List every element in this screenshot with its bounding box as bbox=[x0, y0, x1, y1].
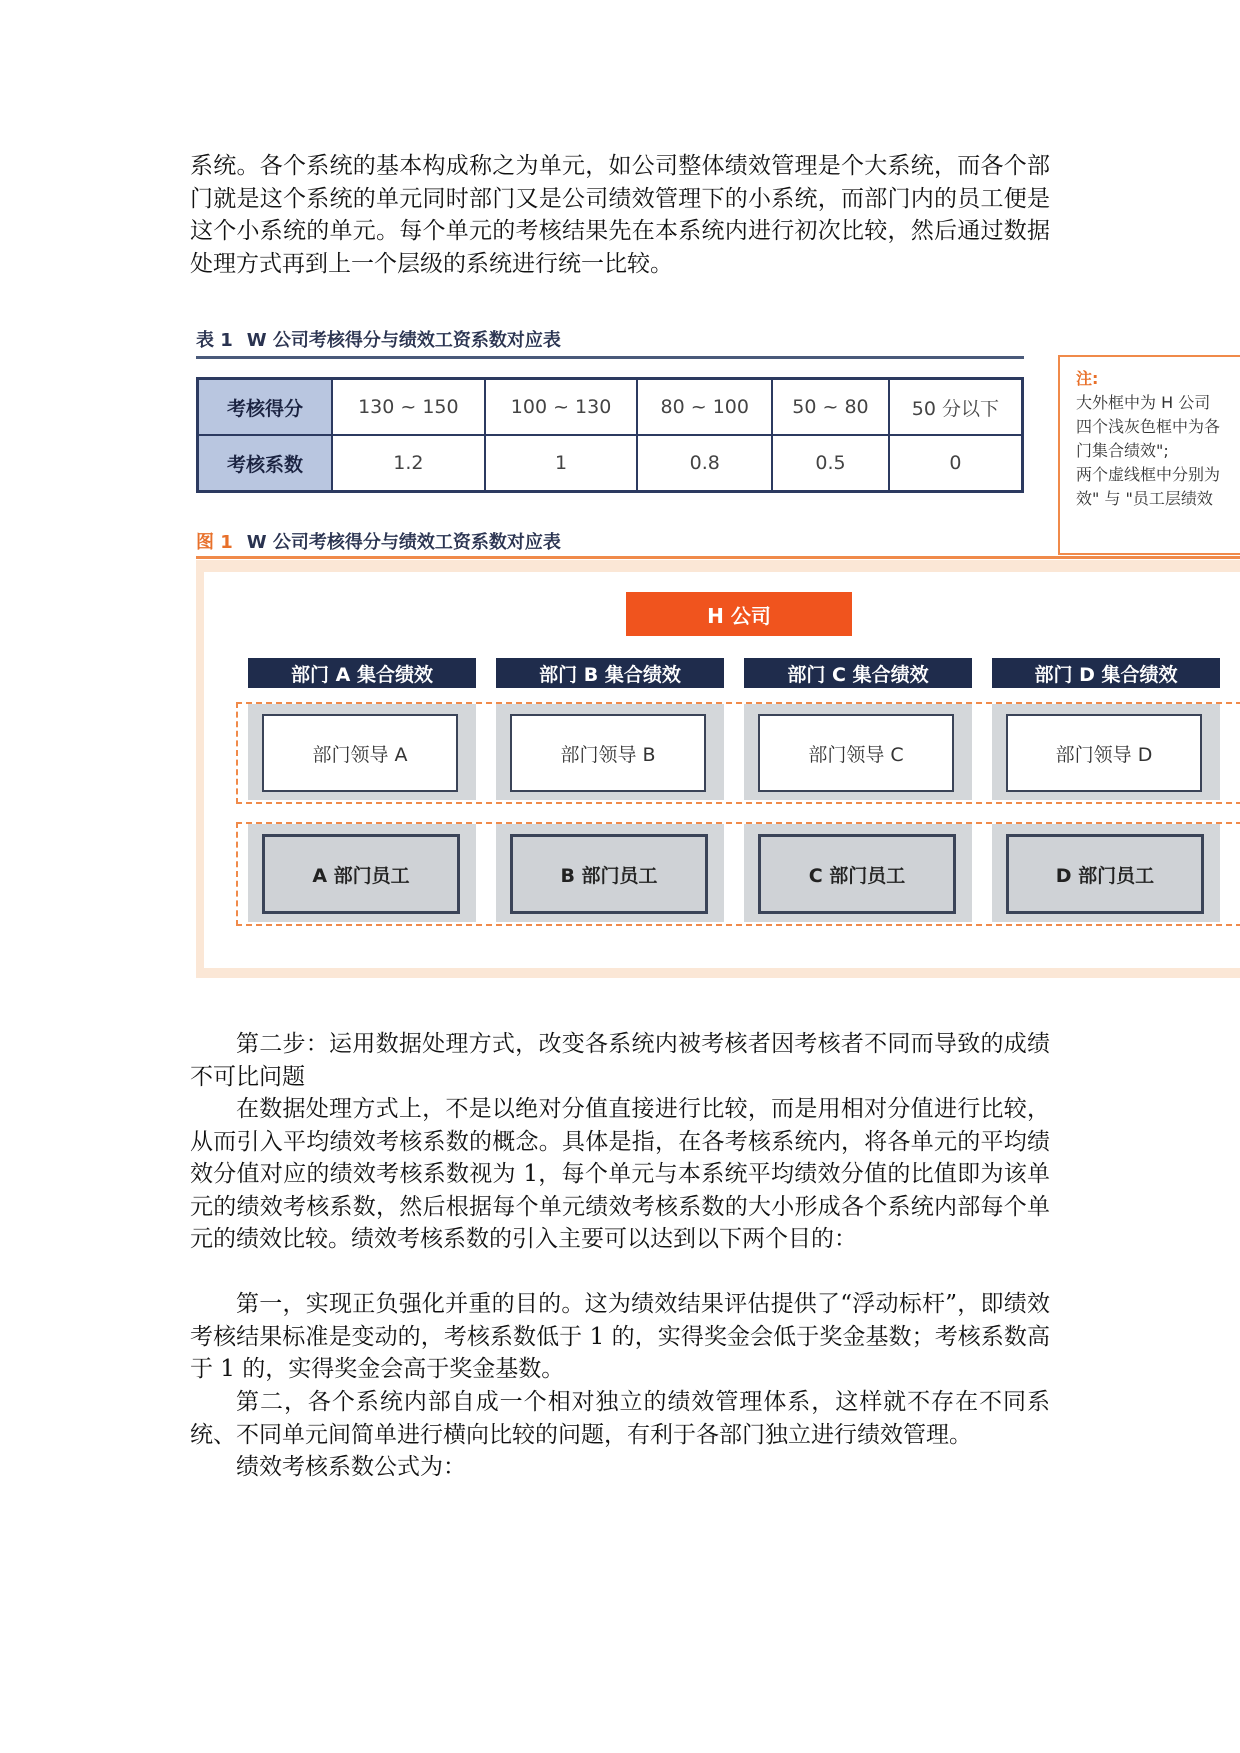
score-cell: 50 分以下 bbox=[889, 379, 1023, 436]
figure-caption bbox=[196, 528, 1240, 559]
step-two-heading: 第二步：运用数据处理方式，改变各系统内被考核者因考核者不同而导致的成绩不可比问题 bbox=[190, 1031, 1050, 1090]
dept-c-header: 部门 C 集合绩效 bbox=[744, 658, 972, 688]
score-cell: 50 ~ 80 bbox=[772, 379, 889, 436]
dept-c-staff: C 部门员工 bbox=[758, 834, 956, 914]
dept-a-staff: A 部门员工 bbox=[262, 834, 460, 914]
coefficient-cell: 0 bbox=[889, 435, 1023, 492]
score-coefficient-table bbox=[196, 377, 1024, 493]
score-cell: 100 ~ 130 bbox=[485, 379, 638, 436]
note-box bbox=[1058, 355, 1240, 555]
note-line: 效" 与 "员工层绩效 bbox=[1076, 489, 1213, 508]
coefficient-cell: 1 bbox=[485, 435, 638, 492]
dept-b-staff: B 部门员工 bbox=[510, 834, 708, 914]
coefficient-cell: 1.2 bbox=[332, 435, 485, 492]
score-cell: 130 ~ 150 bbox=[332, 379, 485, 436]
dept-d-staff: D 部门员工 bbox=[1006, 834, 1204, 914]
note-line: 大外框中为 H 公司 bbox=[1076, 393, 1211, 412]
coefficient-cell: 0.5 bbox=[772, 435, 889, 492]
company-box: H 公司 bbox=[626, 592, 852, 636]
table-title: W 公司考核得分与绩效工资系数对应表 bbox=[246, 330, 561, 351]
figure-title: W 公司考核得分与绩效工资系数对应表 bbox=[246, 532, 561, 553]
dept-a-leader: 部门领导 A bbox=[262, 714, 458, 792]
body-paragraph: 绩效考核系数公式为： bbox=[236, 1454, 466, 1480]
dept-d-leader: 部门领导 D bbox=[1006, 714, 1202, 792]
table-caption bbox=[196, 326, 1024, 359]
note-line: 两个虚线框中分别为 bbox=[1076, 465, 1221, 484]
table-row bbox=[198, 379, 1023, 436]
dept-b-leader: 部门领导 B bbox=[510, 714, 706, 792]
dept-a-header: 部门 A 集合绩效 bbox=[248, 658, 476, 688]
row-header-score: 考核得分 bbox=[198, 379, 333, 436]
note-line: 四个浅灰色框中为各 bbox=[1076, 417, 1221, 436]
figure-number: 图 1 bbox=[196, 532, 233, 553]
table-number: 表 1 bbox=[196, 330, 233, 351]
body-paragraph: 在数据处理方式上，不是以绝对分值直接进行比较，而是用相对分值进行比较，从而引入平均绩效考核系数的概念。具体是指，在各考核系统内，将各单元的平均绩效分值对应的绩效考核系数视为 1，每个单元与本系统平均绩效分值的比值即为该单元的绩效考核系数，然后根据每个单元绩效考核系数的大小形成各个系统内部每个单元的绩效比较。绩效考核系数的引入主要可以达到以下两个目的： bbox=[190, 1096, 1050, 1252]
note-title: 注: bbox=[1076, 369, 1099, 388]
body-paragraph: 第一，实现正负强化并重的目的。这为绩效结果评估提供了“浮动标杆”，即绩效考核结果标准是变动的，考核系数低于 1 的，实得奖金会低于奖金基数；考核系数高于 1 的，实得奖金会高于奖金基数。 bbox=[190, 1291, 1050, 1382]
note-line: 门集合绩效"; bbox=[1076, 441, 1169, 460]
dept-c-leader: 部门领导 C bbox=[758, 714, 954, 792]
body-paragraph: 第二，各个系统内部自成一个相对独立的绩效管理体系，这样就不存在不同系统、不同单元间简单进行横向比较的问题，有利于各部门独立进行绩效管理。 bbox=[190, 1389, 1050, 1448]
dept-d-header: 部门 D 集合绩效 bbox=[992, 658, 1220, 688]
row-header-coefficient: 考核系数 bbox=[198, 435, 333, 492]
table-row bbox=[198, 435, 1023, 492]
intro-paragraph: 系统。各个系统的基本构成称之为单元，如公司整体绩效管理是个大系统，而各个部门就是这个系统的单元同时部门又是公司绩效管理下的小系统，而部门内的员工便是这个小系统的单元。每个单元的考核结果先在本系统内进行初次比较，然后通过数据处理方式再到上一个层级的系统进行统一比较。 bbox=[190, 153, 1050, 277]
dept-b-header: 部门 B 集合绩效 bbox=[496, 658, 724, 688]
score-cell: 80 ~ 100 bbox=[637, 379, 772, 436]
coefficient-cell: 0.8 bbox=[637, 435, 772, 492]
